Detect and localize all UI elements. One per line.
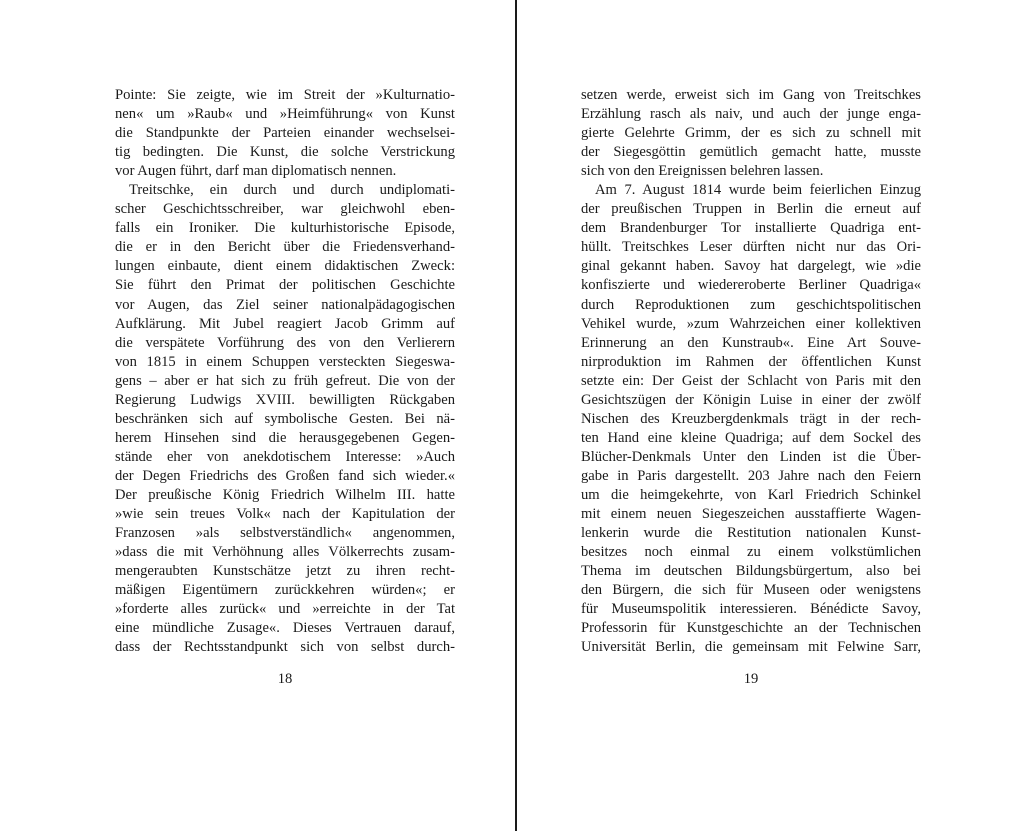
text-line: Regierung Ludwigs XVIII. bewilligten Rückgaben	[115, 391, 455, 408]
text-line: Treitschke, ein durch und durch undiplomati-	[129, 182, 455, 199]
text-line: dem Brandenburger Tor installierte Quadriga ent-	[581, 220, 921, 237]
text-line: Am 7. August 1814 wurde beim feierlichen Einzug	[595, 182, 921, 199]
text-line: vor Augen führt, darf man diplomatisch nennen.	[115, 163, 397, 180]
right-page-body-text	[581, 86, 921, 657]
text-line: stände eher von anekdotischem Interesse: »Auch	[115, 448, 455, 465]
text-line: mit einem neuen Siegeszeichen ausstaffierte Wagen-	[581, 506, 921, 523]
left-page-number: 18	[277, 671, 293, 687]
text-line: hüllt. Treitschkes Leser dürften nicht nur das Ori-	[581, 239, 921, 256]
text-line: Nischen des Kreuzbergdenkmals trägt in der rech-	[581, 410, 921, 427]
left-page-body-text	[115, 86, 455, 657]
text-line: setzen werde, erweist sich im Gang von Treitschkes	[581, 87, 921, 103]
text-line: konfiszierte und wiedereroberte Berliner Quadriga«	[581, 277, 921, 294]
text-line: vor Augen, das Ziel seiner nationalpädagogischen	[115, 296, 455, 313]
text-line: Erzählung rasch als naiv, und auch der junge enga-	[581, 106, 921, 123]
text-line: Vehikel wurde, »zum Wahrzeichen einer kollektiven	[581, 315, 921, 332]
text-line: Erinnerung an den Kunstraub«. Eine Art Souve-	[581, 334, 921, 351]
text-line: Sie führt den Primat der politischen Geschichte	[115, 277, 455, 294]
text-line: »forderte alles zurück« und »erreichte in der Tat	[115, 601, 455, 618]
text-line: Der preußische König Friedrich Wilhelm III. hatte	[115, 486, 455, 503]
text-line: gierte Gelehrte Grimm, der es sich zu schnell mit	[581, 125, 921, 142]
text-line: lungen einbaute, dient einem didaktischen Zweck:	[115, 258, 455, 275]
text-line: für Museumspolitik interessieren. Bénédicte Savoy,	[581, 601, 921, 618]
right-page	[581, 86, 921, 657]
text-line: durch Reproduktionen zum geschichtspolitischen	[581, 296, 921, 313]
text-line: gens – aber er hat sich zu früh gefreut. Die von der	[115, 372, 455, 389]
text-line: der Degen Friedrichs des Großen fand sich wieder.«	[115, 467, 455, 484]
text-line: falls ein Ironiker. Die kulturhistorische Episode,	[115, 220, 455, 237]
text-line: tig bedingten. Die Kunst, die solche Verstrickung	[115, 144, 455, 161]
text-line: mengeraubten Kunstschätze jetzt zu ihren recht-	[115, 563, 455, 580]
text-line: von 1815 in einem Schuppen versteckten Siegeswa-	[115, 353, 455, 370]
text-line: dass der Rechtsstandpunkt sich von selbst durch-	[115, 639, 455, 656]
text-line: nen« um »Raub« und »Heimführung« von Kunst	[115, 106, 455, 123]
text-line: Thema im deutschen Bildungsbürgertum, also bei	[581, 563, 921, 580]
page-gutter-divider	[515, 0, 517, 831]
text-line: den Bürgern, die sich für Museen oder wenigstens	[581, 582, 921, 599]
text-line: die Standpunkte der Parteien einander wechselsei-	[115, 125, 455, 142]
right-page-number: 19	[743, 671, 759, 687]
text-line: Aufklärung. Mit Jubel reagiert Jacob Grimm auf	[115, 315, 455, 332]
text-line: um die heimgekehrte, von Karl Friedrich Schinkel	[581, 486, 921, 503]
text-line: eine mündliche Zusage«. Dieses Vertrauen darauf,	[115, 620, 455, 637]
text-line: besitzes noch einmal zu einem volkstümlichen	[581, 544, 921, 561]
text-line: nirproduktion im Rahmen der öffentlichen Kunst	[581, 353, 921, 370]
text-line: die verspätete Vorführung des von den Verlierern	[115, 334, 455, 351]
text-line: setzte ein: Der Geist der Schlacht von Paris mit den	[581, 372, 921, 389]
text-line: herem Hinsehen sind die herausgegebenen Gegen-	[115, 429, 455, 446]
text-line: sich von den Ereignissen belehren lassen.	[581, 163, 824, 180]
text-line: ten Hand eine kleine Quadriga; auf dem Sockel des	[581, 429, 921, 446]
text-line: Pointe: Sie zeigte, wie im Streit der »Kulturnatio-	[115, 87, 455, 103]
text-line: Blücher-Denkmals Unter den Linden ist die Über-	[581, 448, 921, 465]
left-page	[115, 86, 455, 657]
text-line: der preußischen Truppen in Berlin die erneut auf	[581, 201, 921, 218]
text-line: »wie sein treues Volk« nach der Kapitulation der	[115, 506, 455, 523]
text-line: ginal gekannt haben. Savoy hat dargelegt, wie »die	[581, 258, 921, 275]
text-line: scher Geschichtsschreiber, war gleichwohl eben-	[115, 201, 455, 218]
text-line: mäßigen Eigentümern zurückkehren würden«; er	[115, 582, 455, 599]
text-line: die er in den Bericht über die Friedensverhand-	[115, 239, 455, 256]
text-line: Gesichtszügen der Königin Luise in einer der zwölf	[581, 391, 921, 408]
text-line: gabe in Paris dargestellt. 203 Jahre nach den Feiern	[581, 467, 921, 484]
text-line: beschränken sich auf symbolische Gesten. Bei nä-	[115, 410, 455, 427]
text-line: lenkerin wurde die Restitution nationalen Kunst-	[581, 525, 921, 542]
text-line: Franzosen »als selbstverständlich« angenommen,	[115, 525, 455, 542]
text-line: Professorin für Kunstgeschichte an der Technischen	[581, 620, 921, 637]
text-line: Universität Berlin, die gemeinsam mit Felwine Sarr,	[581, 639, 921, 656]
text-line: »dass die mit Verhöhnung alles Völkerrechts zusam-	[115, 544, 455, 561]
text-line: der Siegesgöttin gemütlich gemacht hatte, musste	[581, 144, 921, 161]
